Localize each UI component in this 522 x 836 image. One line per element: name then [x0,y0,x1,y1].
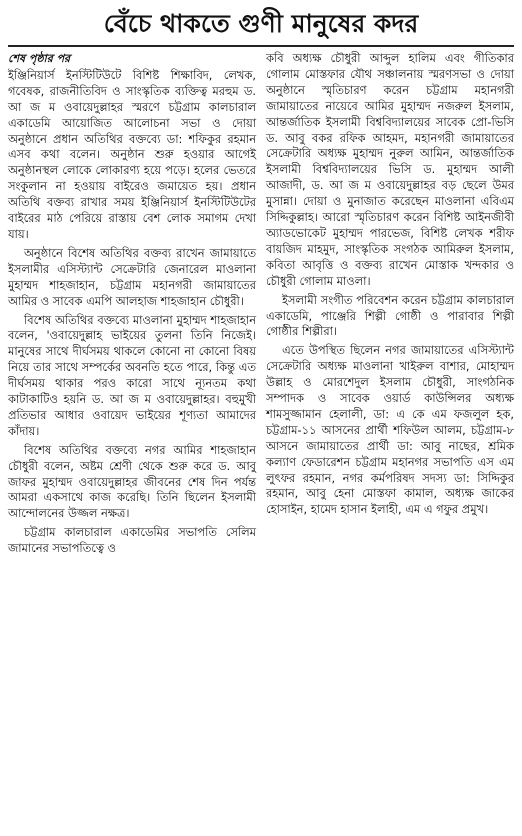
paragraph: চট্টগ্রাম কালচারাল একাডেমির সভাপতি সেলিম জামানের সভাপতিত্বে ও [8,525,256,556]
right-column [266,51,514,557]
headline: বেঁচে থাকতে গুণী মানুষের কদর [103,9,419,38]
paragraph: এতে উপস্থিত ছিলেন নগর জামায়াতের এসিস্ট্যান্ট সেক্রেটারি অধ্যক্ষ মাওলানা খাইরুল বাশার, মোহাম্মদ উল্লাহ ও মোরশেদুল ইসলাম চৌধুরী, সাংগঠনিক সম্পাদক ও সাবেক ওয়ার্ড কাউন্সিলর অধ্যক্ষ শামসুজ্জামান হেলালী, ডা: এ কে এম ফজলুল হক, চট্টগ্রাম-১১ আসনের প্রার্থী শফিউল আলম, চট্টগ্রাম-৮ আসনে জামায়াতের প্রার্থী ডা: আবু নাছের, শ্রমিক কল্যাণ ফেডারেশন চট্টগ্রাম মহানগর সভাপতি এস এম লুৎফর রহমান, নগর কর্মপরিষদ সদস্য ডা: সিদ্দিকুর রহমান, আবু হেনা মোস্তফা কামাল, অধ্যক্ষ জাকের হোসাইন, হামেদ হাসান ইলাহী, এম এ গফুর প্রমুখ। [266,343,514,517]
left-column [8,51,256,557]
paragraph: কবি অধ্যক্ষ চৌধুরী আব্দুল হালিম এবং গীতিকার গোলাম মোস্তফার যৌথ সঞ্চালনায় স্মরণসভা ও দোয়া অনুষ্ঠানে স্মৃতিচারণ করেন চট্টগ্রাম মহানগরী জামায়াতের নায়েবে আমির মুহাম্মদ নজরুল ইসলাম, আন্তর্জাতিক ইসলামী বিশ্ববিদ্যালয়ের সাবেক প্রো-ভিসি ড. আবু বকর রফিক আহমদ, মহানগরী জামায়াতের সেক্রেটারি অধ্যক্ষ মুহাম্মদ নুরুল আমিন, আন্তর্জাতিক ইসলামী বিশ্ববিদ্যালয়ের ভিসি ড. মুহাম্মদ আলী আজাদী, ড. আ জ ম ওবায়েদুল্লাহর বড় ছেলে উমর মুসান্না। দোয়া ও মুনাজাত করেছেন মাওলানা এবিএম সিদ্দিকুল্লাহ। আরো স্মৃতিচারণ করেন বিশিষ্ট আইনজীবী অ্যাডভোকেট মুহাম্মদ পারভেজ, বিশিষ্ট লেখক শরীফ বায়জিদ মাহমুদ, সাংস্কৃতিক সংগঠক আমিরুল ইসলাম, কবিতা আবৃত্তি ও বক্তব্য রাখেন মোস্তাক খন্দকার ও চৌধুরী গোলাম মাওলা। [266,51,514,288]
paragraph: ইঞ্জিনিয়ার্স ইনস্টিটিউটে বিশিষ্ট শিক্ষাবিদ, লেখক, গবেষক, রাজনীতিবিদ ও সাংস্কৃতিক ব্যক্তিত্ব মরহুম ড. আ জ ম ওবায়েদুল্লাহর স্মরণে চট্টগ্রাম কালচারাল একাডেমি আয়োজিত আলোচনা সভা ও দোয়া অনুষ্ঠানে প্রধান অতিথির বক্তব্যে ডা: শফিকুর রহমান এসব কথা বলেন। অনুষ্ঠান শুরু হওয়ার আগেই অনুষ্ঠানস্থল লোকে লোকারণ্য হয়ে পড়ে। হলের ভেতরে সংকুলান না হওয়ায় বাইরেও জমায়েত হয়। প্রধান অতিথি বক্তব্য রাখার সময় ইঞ্জিনিয়ার্স ইনস্টিটিউটের বাইরের মাঠ পেরিয়ে রাস্তায় বেশ লোক সমাগম দেখা যায়। [8,67,256,241]
headline-divider [8,45,514,47]
paragraph: অনুষ্ঠানে বিশেষ অতিথির বক্তব্য রাখেন জামায়াতে ইসলামীর এসিস্ট্যান্ট সেক্রেটারি জেনারেল মাওলানা মুহাম্মদ শাহজাহান, চট্টগ্রাম মহানগরী জামায়াতের আমির ও সাবেক এমপি আলহাজ শাহজাহান চৌধুরী। [8,245,256,308]
paragraph: বিশেষ অতিথির বক্তব্যে মাওলানা মুহাম্মদ শাহজাহান বলেন, 'ওবায়েদুল্লাহ ভাইয়ের তুলনা তিনি নিজেই। মানুষের সাথে দীর্ঘসময় থাকলে কোনো না কোনো বিষয় নিয়ে তার সাথে সম্পর্কের অবনতি হতে পারে, কিন্তু এত দীর্ঘসময় থাকার পরও কারো সাথে ন্যূনতম কথা কাটাকাটিও হয়নি ড. আ জ ম ওবায়েদুল্লাহর। বহুমুখী প্রতিভার আধার ওবায়েদ ভাইয়ের শূণ্যতা আমাদের কাঁদায়। [8,312,256,438]
paragraph: বিশেষ অতিথির বক্তব্যে নগর আমির শাহজাহান চৌধুরী বলেন, অষ্টম শ্রেণী থেকে শুরু করে ড. আবু জাফর মুহাম্মদ ওবায়েদুল্লাহর জীবনের শেষ দিন পর্যন্ত আমরা একসাথে কাজ করেছি। তিনি ছিলেন ইসলামী আন্দোলনের উজ্জল নক্ষত্র। [8,442,256,521]
continuation-label: শেষ পৃষ্ঠার পর [8,52,71,65]
paragraph: ইসলামী সংগীত পরিবেশন করেন চট্টগ্রাম কালচারাল একাডেমি, পাঞ্জেরি শিল্পী গোষ্ঠী ও পারাবার শিল্পী গোষ্ঠীর শিল্পীরা। [266,292,514,339]
article-body [8,51,514,557]
